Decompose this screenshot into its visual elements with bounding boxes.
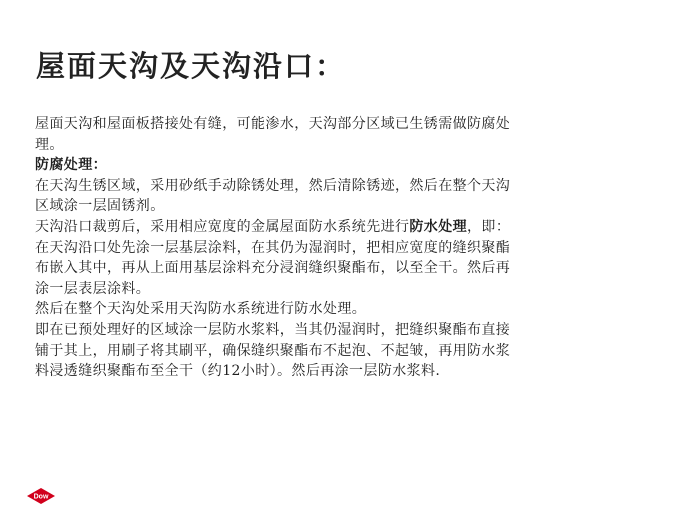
body-line: 在天沟沿口处先涂一层基层涂料，在其仍为湿润时，把相应宽度的缝织聚酯 (35, 239, 511, 256)
body-line: 即在已预处理好的区域涂一层防水浆料，当其仍湿润时，把缝织聚酯布直接 (35, 321, 511, 338)
dow-logo-icon (26, 487, 56, 505)
slide-title: 屋面天沟及天沟沿口： (36, 49, 347, 83)
body-line: 布嵌入其中，再从上面用基层涂料充分浸润缝织聚酯布，以至全干。然后再 (35, 260, 511, 277)
body-line: 然后在整个天沟处采用天沟防水系统进行防水处理。 (35, 301, 367, 318)
emphasis-text: 防水处理 (409, 218, 468, 235)
body-line (35, 217, 615, 238)
body-line: 铺于其上，用刷子将其刷平，确保缝织聚酯布不起泡、不起皱，再用防水浆 (35, 342, 511, 359)
body-line-text: ，即： (467, 218, 511, 235)
slide-body (35, 114, 615, 382)
section-heading (35, 155, 615, 176)
body-line: 区域涂一层固锈剂。 (35, 198, 165, 215)
body-line-text: 天沟沿口裁剪后，采用相应宽度的金属屋面防水系统先进行 (35, 218, 410, 235)
body-line: 屋面天沟和屋面板搭接处有缝，可能渗水，天沟部分区域已生锈需做防腐处 (35, 116, 511, 132)
body-line: 在天沟生锈区域，采用砂纸手动除锈处理，然后清除锈迹，然后在整个天沟 (35, 177, 511, 194)
body-line: 料浸透缝织聚酯布至全干（约12小时）。然后再涂一层防水浆料. (35, 363, 441, 380)
body-line: 涂一层表层涂料。 (35, 280, 151, 297)
dow-logo-text: Dow (33, 493, 49, 501)
body-line: 理。 (35, 136, 64, 153)
section-heading-text: 防腐处理： (35, 157, 107, 174)
